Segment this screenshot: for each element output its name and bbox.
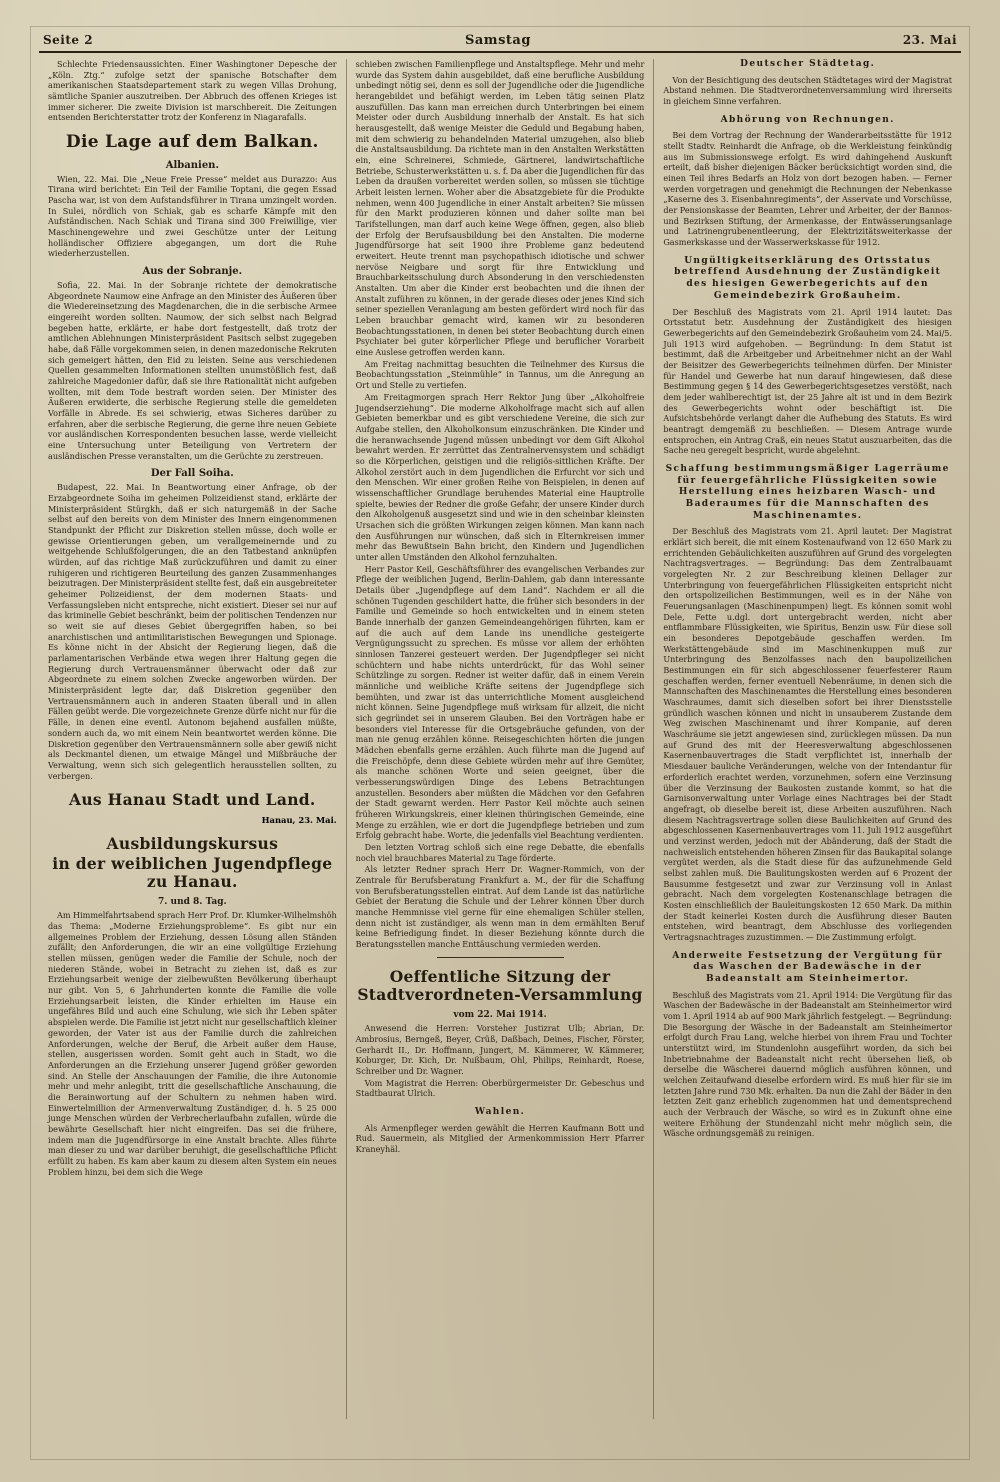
subhead-albanien: Albanien.	[165, 159, 219, 171]
divider-rule	[437, 957, 564, 958]
subhead-fall-soiha: Der Fall Soiha.	[150, 468, 234, 480]
article-rechnungen-body: Bei dem Vortrag der Rechnung der Wanderarbeitsstätte für 1912 stellt Stadtv. Reinhardt die Anfrage, ob die Werkleistung feinkündig aus im Submissionswege erfolgt. Es wird dahingehend Auskunft erteilt, daß bisher diejenigen Bäcker berücksichtigt worden sind, die einen Teil ihres Bedarfs an Holz von dort bezogen haben. — Ferner werden vorgetragen und genehmigt die Rechnungen der Nebenkasse „Kaserne des 3. Eisenbahnregiments“, der Asservate und Vorschüsse, der Pensionskasse der Beamten, Lehrer und Arbeiter, der der Bannos- und Bezirksen Stiftung, der Armenkasse, der Entwässerungsanlage und Latrinengrubenentleerung, der Elektrizitätsweiterkasse der Gasmerkskasse und der Wasserwerkskasse für 1912.	[663, 130, 953, 248]
subhead-staedtetag: Deutscher Städtetag.	[740, 59, 876, 69]
article-badewaesche-body: Beschluß des Magistrats vom 21. April 1914: Die Vergütung für das Waschen der Badewäsche in der Badeanstalt am Steinheimertor wird vom 1. April 1914 ab auf 900 Mark jährlich festgelegt. — Begründung: Die Besorgung der Wäsche in der Badeanstalt am Steinheimertor erfolgt durch Frau Lang, welche hierbei von ihrem Frau und Tochter unterstützt wird, im Stundenlohn ausgeführt worden, da sich bei Inbetriebnahme der Badeanstalt nicht recht übersehen ließ, ob derselbe die Wäscherei dauernd möglich ausführen können, und welchen Zeitaufwand dieselbe erfordern wird. Es muß hier für sie im letzten Jahre rund 730 Mk. erhalten. Da nun die Zahl der Bäder in den letzten Zeit ganz erheblich zugenommen hat und dementsprechend auch der Verbrauch der Wäsche, so wird es in Zukunft ohne eine weitere Erhöhung der Stundenzahl nicht mehr möglich sein, die Wäsche ordnungsgemäß zu reinigen.	[663, 989, 953, 1139]
column-1	[39, 59, 346, 1419]
subhead-sitzungsdatum: vom 22. Mai 1914.	[453, 1010, 547, 1021]
article-lead: Schlechte Friedensaussichten. Einer Washingtoner Depesche der „Köln. Ztg.“ zufolge setzt der spanische Botschafter dem amerikanischen Staatsdepartement stark zu wegen Villas Drohung, sämtliche Spanier auszutreiben. Der Abbruch des offenen Krieges ist immer sicherer. Die zweite Division ist marschbereit. Die Zeitungen entsenden Berichterstatter trotz der Konferenz in Niagarafalls.	[48, 59, 337, 123]
article-sobranje-body: Sofia, 22. Mai. In der Sobranje richtete der demokratische Abgeordnete Naumow eine Anfrage an den Minister des Äußeren über die Wiedereinsetzung des Magdenarchen, die in die serbische Armee eingereiht worden sollten. Naumow, der sich selbst nach Belgrad begeben hatte, erklärte, er habe dort festgestellt, daß trotz der amtlichen Ablehnungen Ministerpräsident Pasitsch selbst zugegeben habe, daß Fälle vorgekommen seien, in denen mazedonische Rekruten sich gemeigert hätten, den Eid zu leisten. Seine aus verschiedenen Quellen gesammelten Informationen stellten unumstößlich fest, daß zahlreiche Magedonier dafür, daß sie ihre Rationalität nicht aufgeben wollten, mit dem Tode bestraft worden seien. Der Minister des Äußeren erwiderte, die serbische Regierung stelle die gemeldeten Vorfälle in Abrede. Es sei schwierig, etwas Sicheres darüber zu erfahren, aber die serbische Regierung, die gerne ihre neuen Gebiete vor ausländischen Korrespondenten besuchen lasse, werde vielleicht eine Untersuchung unter Beteiligung von Vertretern der ausländischen Presse veranstalten, um die Gerüchte zu zerstreuen.	[48, 279, 337, 461]
masthead-weekday: Samstag	[465, 33, 531, 48]
article-ortsstatus-body: Der Beschluß des Magistrats vom 21. April 1914 lautet: Das Ortsstatut betr. Ausdehnung der Zuständigkeit des hiesigen Gewerbegerichts auf den Gemeindebezirk Großauheim vom 24. Mai/5. Juli 1913 wird aufgehoben. — Begründung: In dem Statut ist bestimmt, daß die Arbeitgeber und Arbeitnehmer nicht an der Wahl der Beisitzer des Gewerbegerichts teilnehmen dürfen. Der Minister für Handel und Gewerbe hat nun darauf hingewiesen, daß diese Bestimmung gegen § 14 des Gewerbegerichtsgesetzes verstößt, nach dem jeder wahlberechtigt ist, der 25 Jahre alt ist und in dem Bezirk des Gewerbegerichts wohnt oder beschäftigt ist. Die Aufsichtsbehörde verlangt daher die Aufhebung des Statuts. Es wird beantragt demgemäß zu beschließen. — Diesem Antrage wurde entsprochen, ein Antrag Craß, ein neues Statut auszuarbeiten, das die Sache neu geregelt bespricht, wurde abgelehnt.	[663, 306, 953, 456]
article-kursus-continued: schieben zwischen Familienpflege und Anstaltspflege. Mehr und mehr wurde das System dahin ausgebildet, daß eine berufliche Ausbildung unbedingt nötig sei, denn es soll der Jugendliche oder die Jugendliche herangebildet und befähigt werden, im Leben tätig seinen Platz auszufüllen. Das kann man erreichen durch Unterbringen bei einem Meister oder durch Ausbildung innerhalb der Anstalt. Es hat sich herausgestellt, daß wenige Meister die Geduld und Begabung haben, mit dem schwierig zu behandelnden Material umzugehen, also blieb die Anstaltsausbildung. Da richtete man in den Anstalten Werkstätten ein, eine Schreinerei, Schmiede, Gärtnerei, landwirtschaftliche Betriebe, Schusterwerkstätten u. s. f. Da aber die Jugendlichen für das Leben da draußen vorbereitet werden sollen, so müssen sie tüchtige Arbeit leisten lernen. Woher aber die Absatzgebiete für die Produkte nehmen, wenn 400 Jugendliche in einer Anstalt arbeiten? Sie müssen für den Markt produzieren können und daher sollte man bei Tarifstellungen, man darf auch keine Wege öffnen, gegen, also blieb der Erfolg der Berufsausbildung bei den Anstalten. Die moderne Jugendfürsorge hat seit 1900 ihre Probleme ganz bedeutend erweitert. Heute trennt man psychopathisch idiotische und schwer nervöse Neigbare und sorgt für ihre Entwicklung und Brauchbarkeitsschulung durch Absonderung in den verschiedensten Anstalten. Um aber die Kinder erst beobachten und die ihnen der Anstalt zuführen zu können, in der gerade dieses oder jenes Kind sich seiner speziellen Veranlagung am besten gefördert wird noch für das Leben brauchbar gemacht wird, kamen wir zu besonderen Beobachtungsstationen, in denen bei steter Beobachtung durch einen Psychiater bei guter körperlicher Pflege und beruflicher Vorarbeit eine Auslese getroffen werden kann.	[355, 59, 645, 358]
subhead-badewaesche: Anderweite Festsetzung der Vergütung für das Waschen der Badewäsche in der Badeanstalt am Steinheimertor.	[672, 950, 944, 984]
attendees-magistrat: Vom Magistrat die Herren: Oberbürgermeister Dr. Gebeschus und Stadtbaurat Ulrich.	[355, 1077, 645, 1099]
article-staedtetag-body: Von der Besichtigung des deutschen Städtetages wird der Magistrat Abstand nehmen. Die Stadtverordnetenversammlung wird ihrerseits in gleichem Sinne verfahren.	[663, 74, 953, 107]
article-debatte: Den letzten Vortrag schloß sich eine rege Debatte, die ebenfalls noch viel brauchbares Material zu Tage förderte.	[355, 842, 645, 863]
column-3	[653, 59, 961, 1419]
masthead-date: 23. Mai	[902, 33, 957, 47]
article-steinmuehle: Am Freitag nachmittag besuchten die Teilnehmer des Kursus die Beobachtungsstation „Steinmühle“ in Tannus, um die Anregung an Ort und Stelle zu vertiefen.	[355, 358, 645, 391]
page-frame	[30, 26, 970, 1460]
subhead-lagerraeume: Schaffung bestimmungsmäßiger Lagerräume für feuergefährliche Flüssigkeiten sowie Herstellung eines heizbaren Wasch- und Baderaumes für die Mannschaften des Maschinenamtes.	[665, 463, 950, 521]
subhead-wahlen: Wahlen.	[474, 1107, 526, 1118]
column-container	[39, 59, 961, 1419]
article-pastor-keil: Herr Pastor Keil, Geschäftsführer des evangelischen Verbandes zur Pflege der weiblichen Jugend, Berlin-Dahlem, gab dann interessante Details über „Jugendpflege auf dem Land“. Nachdem er all die schönen Tugenden geschildert hatte, die früher sich besonders in der Familie und Gemeinde so hoch entwickelten und in einem steten Bande innerhalb der ganzen Gemeindeangehörigen führten, kam er auf die auch auf dem Lande ins unendliche gesteigerte Vergnügungssucht zu sprechen. Es müsse vor allem der erhöhten sinnlosen Tanzerei gesteuert werden. Der Jugendpfleger sei nicht schüchtern und habe nichts unterdrückt, für das Wohl seiner Schützlinge zu sorgen. Redner ist weiter dafür, daß in einem Verein männliche und weibliche Kräfte seitens der Jugendpflege sich bemühten, und zwar ist das unterrichtliche Moment ausgleichend nicht können. Seine Jugendpflege muß wirksam für allzeit, die nicht sich gegründet sei in unserem Glauben. Bei den Vorträgen habe er besonders viel Interesse für die Ortsgebräuche gefunden, von der man nie genug erzählen könne. Reisegeschichten hörten die jungen Mädchen ebenfalls gerne erzählen. Auch führte man die Jugend auf die Freischöpfe, denn diese Gebiete würden mehr auf ihre Gemüter, als manche schönen Worte und seien geeignet, über die verbesserungswürdigen Dinge des Lebens Betrachtungen anzustellen. Besonders aber müßten die Mädchen vor den Gefahren der Stadt gewarnt werden. Herr Pastor Keil möchte auch seinen früheren Wirkungskreis, einer kleinen thüringischen Gemeinde, eine Menge zu erzählen, wie er dort die Jugendpflege betrieben und zum Erfolg gebracht habe. Worte, die jedenfalls viel Beachtung verdienten.	[355, 563, 645, 841]
article-soiha-body: Budapest, 22. Mai. In Beantwortung einer Anfrage, ob der Erzabgeordnete Soiha im geheimen Polizeidienst stand, erklärte der Ministerpräsident Stürgkh, daß er sich naturgemäß in der Sache selbst auf den bereits von dem Minister des Innern eingenommenen Standpunkt der Pflicht zur Diskretion stellen müsse, doch wolle er gewisse Orientierungen geben, um verallgemeinernde und zu weitgehende Schlußfolgerungen, die an den Tatbestand anknüpfen würden, auf das richtige Maß zurückzuführen und damit zu einer ruhigeren und richtigeren Beurteilung des ganzen Zusammenhanges beizutragen. Der Ministerpräsident stellte fest, daß ein ausgebreiteter geheimer Polizeidienst, der dem modernen Staats- und Verfassungsleben nicht entspreche, nicht existiert. Dieser sei nur auf das kriminelle Gebiet beschränkt, beim der politischen Tendenzen nur so weit sie auf dieses Gebiet übergegriffen haben, so bei anarchistischen und antimilitaristischen Bewegungen und Spionage. Es könne nicht in der Absicht der Regierung liegen, daß die parlamentarischen Verbände etwa wegen ihrer Haltung gegen die Regierung durch Vertrauensmänner überwacht oder daß zur Abgeordnete zu einem solchen Zwecke angeworben würden. Der Ministerpräsident legte dar, daß Diskretion gegenüber den Vertrauensmännern auch in anderen Staaten überall und in allen Fällen geübt werde. Die vorgezeichnete Grenze dürfe nicht nur für die Fälle, in denen eine eventl. Autonom bejahend ausfallen müßte, sondern auch da, wo mit einem Nein beantwortet werden könne. Die Diskretion gegenüber den Vertrauensmännern solle aber gewiß nicht als Deckmantel dienen, um etwaige Mängel und Mißbräuche der Verwaltung, wenn sich sich gelegentlich herausstellen sollten, zu verbergen.	[48, 482, 337, 781]
headline-ausbildungskursus-line2: in der weiblichen Jugendpflege zu Hanau.	[52, 853, 333, 891]
attendees-stadtverordnete: Anwesend die Herren: Vorsteher Justizrat Ulb; Abrian, Dr. Ambrosius, Berngeß, Beyer, Crüß, Daßbach, Deines, Fischer, Förster, Gerhardt II., Dr. Hoffmann, Jungert, M. Kämmerer, W. Kämmerer, Koburger, Dr. Kich, Dr. Nußbaum, Ohl, Philips, Reinhardt, Roese, Schreiber und Dr. Wagner.	[355, 1023, 645, 1077]
headline-balkan: Die Lage auf dem Balkan.	[65, 132, 319, 153]
masthead-page-number: Seite 2	[43, 33, 94, 47]
headline-ausbildungskursus-line1: Ausbildungskursus	[106, 834, 279, 853]
article-berufsberatung: Als letzter Redner sprach Herr Dr. Wagner-Rommich, von der Zentrale für Berufsberatung Frankfurt a. M., der für die Schaffung von Berufsberatungsstellen eintrat. Auf dem Lande ist das natürliche Gebiet der Beratung die Schule und der Lehrer können Über durch manche Hemmnisse viel gerne für eine ehemaligen Schüler stellen, denn nicht ist zuständiger, als wenn man in dem ermählten Beruf keine Befriedigung findet. In dieser Beziehung könnte durch die Beratungsstellen manche Enttäuschung vermieden werden.	[355, 864, 645, 950]
subhead-tage: 7. und 8. Tag.	[158, 897, 227, 908]
article-lagerraeume-body: Der Beschluß des Magistrats vom 21. April lautet: Der Magistrat erklärt sich bereit, die mit einem Kostenaufwand von 12 650 Mark zu errichtenden Gebäulichkeiten auszuführen auf Grund des vorgelegten Nachtragsvertrages. — Begründung: Das dem Zentralbauamt vorgelegten Nr. 2 zur Beschreibung kleinen Dellager zur Unterbringung von feuergefährlichen Flüssigkeiten entspricht nicht den ortspolizeilichen Bestimmungen, weil es in der Nähe von Feuerungsanlagen (Maschinenpumpen) liegt. Es können somit wohl Dele, Fette u.dgl. dort untergebracht werden, nicht aber entflammbare Flüssigkeiten, wie Spiritus, Benzin usw. Für diese soll ein besonderes Depotgebäude geschaffen werden. Im Werkstättengebäude sind im Maschinenkuppen muß zur Unterbringung des Benzolfasses nach den baupolizeilichen Bestimmungen ein für sich abgeschlossener feuerfesterer Raum geschaffen werden, ferner eventuell Nebenräume, in denen sich die Mannschaften des Maschinenamtes die Herstellung eines besonderen Waschraumes, damit sich dieselben sofort bei ihrer Dienstsstelle gründlich waschen können und nicht in unsauberem Zustande dem Weg zwischen Maschinenamt und ihrer Kompanie, auf deren Waschräume sie jetzt angewiesen sind, zurücklegen müssen. Da nun auf Grund des mit der Heeresverwaltung abgeschlossenen Kasernenbauvertrages die Stadt verpflichtet ist, innerhalb der Miesdauer bauliche Veränderungen, welche von der Intendantur für erforderlich erachtet werden, vorzunehmen, sofern eine Verzinsung über die Verzinsung der Baukosten zustande kommt, so hat die Garnisonverwaltung unter Vorlage eines Nachtrages bei der Stadt angefragt, ob dieselbe bereit ist, diese Arbeiten auszuführen. Nach diesem Nachtragsvertrage sollen diese Baulichkeiten auf Grund des abgeschlossenen Kasernenbauvertrages vom 11. Juli 1912 ausgeführt und verzinst werden, jedoch mit der Abänderung, daß der Stadt die nachweislich entstehenden höheren Zinsen für das Baukapital solange vergütet werden, als die Stadt diese für das aufzunehmende Geld selbst zahlen muß. Die Baulitungskosten werden auf 6 Prozent der Bausumme festgesetzt und zwar zur Verzinsung voll in Anlast gebracht. Nach dem vorgelegten Kostenanschlage betragen die Kosten einschließlich der Bauleitungskosten 12 650 Mark. Da mithin der Stadt keinerlei Kosten durch die Ausführung dieser Bauten entstehen, wird beantragt, dem Abschlusse des vorliegenden Vertragsnachtrages zuzustimmen. — Die Zustimmung erfolgt.	[663, 526, 953, 942]
headline-hanau: Aus Hanau Stadt und Land.	[69, 790, 316, 810]
article-alkoholfrei: Am Freitagmorgen sprach Herr Rektor Jung über „Alkoholfreie Jugendserziehung“. Die moderne Alkoholfrage macht sich auf allen Gebieten bemerkbar und es gibt verschiedene Vereine, die sich zur Aufgabe stellen, den Alkoholkonsum einzuschränken. Die Kinder und die heranwachsende Jugend müssen unbedingt vor dem Gift Alkohol bewahrt werden. Er zerrüttet das Zentralnervensystem und schädigt so die Körperlichen, geistigen und die religiös-sittlichen Kräfte. Der Alkohol zerstört auch in dem Jugendlichen die Erfurcht vor sich und den Menschen. Wir einer großen Reihe von Beispielen, in denen auf wissenschaftlicher Grundlage beruhendes Material eine Hauptrolle spielte, bewies der Redner die große Gefahr, der unsere Kinder durch den Alkoholgenuß ausgesetzt sind und wie in den scheinbar kleinsten Ursachen sich die größten Wirkungen zeigen können. Man kann nach den Ausführungen nur wünschen, daß sich in Elternkreisen immer mehr das Bewußtsein Bahn bricht, den Kindern und Jugendlichen unter allen Umständen den Alkohol fernzuhalten.	[355, 391, 645, 562]
article-kursus-body: Am Himmelfahrtsabend sprach Herr Prof. Dr. Klumker-Wilhelmshöh das Thema: „Moderne Erziehungsprobleme“. Es gibt nur ein allgemeines Problem der Erziehung, dessen Lösung allen Ständen zufällt; den Anforderungen, die wir an eine vollgültige Erziehung stellen müssen, genügen weder die Familie der Schule, noch der niederen Stände, wobei in Betracht zu ziehen ist, daß es zur Erziehungsarbeit wenige der zielbewußten Bevölkerung überhaupt nur gibt. Von 5, 6 Jahrhunderten konnte die Familie die volle Erziehungsarbeit leisten, die Kinder erhielten im Hause ein ungefähres Bild und auch eine Schulung, wie sich ihr Leben später abspielen werde. Die Familie ist jetzt nicht nur gesellschaftlich kleiner geworden, der Vater ist aus der Familie durch die zahlreichen Anforderungen, welche der Beruf, die Arbeit außer dem Hause, stellen, ausgerissen worden. Somit geht auch in Stadt, wo die Anforderungen an die Erziehung unserer Jugend größer geworden sind. An Stelle der Anschauungen der Familie, die ihre Autonomie mehr und mehr anlegibt, tritt die gesellschaftliche Anschauung, die die Berainwortung auf der Schultern zu nehmen haben wird. Einwertelmillion der Armenverwaltung Zuständiger, d. h. 5 25 000 junge Menschen würden der Verbrecherlaufbahn zufallen, würde die bewährte Gesellschaft hier nicht eingreifen. Das sei die frühere, indem man die Jugendfürsorge in eine Anstalt brachte. Alles führte man dieser zu und war darüber beruhigt, die gesellschaftliche Pflicht erfüllt zu haben. Es kam aber kaum zu diesem alten System ein neues Problem hinzu, bei dem sich die Wege	[48, 910, 337, 1177]
article-wahlen-body: Als Armenpfleger werden gewählt die Herren Kaufmann Bott und Rud. Sauermein, als Mitglied der Armenkommission Herr Pfarrer Kraneyhäl.	[355, 1122, 645, 1155]
column-2	[346, 59, 654, 1419]
masthead	[39, 33, 961, 53]
subhead-ortsstatus: Ungültigkeitserklärung des Ortsstatus betreffend Ausdehnung der Zuständigkeit des hiesigen Gewerbegerichts auf den Gemeindebezirk Großauheim.	[674, 255, 942, 301]
subhead-rechnungen: Abhörung von Rechnungen.	[720, 114, 895, 125]
dateline-hanau: Hanau, 23. Mai.	[261, 815, 337, 825]
article-albanien-body: Wien, 22. Mai. Die „Neue Freie Presse“ meldet aus Durazzo: Aus Tirana wird berichtet: Ein Teil der Familie Toptani, die gegen Essad Pascha war, ist von dem Aufstandsführer in Tirana umzingelt worden. In Sulei, nördlich von Schiak, gab es scharfe Kämpfe mit den Aufständischen. Nach Schiak und Tirana sind 300 Freiwillige, vier Maschinengewehre und zwei Geschütze unter der Leitung holländischer Offiziere abgegangen, um dort die Ruhe wiederherzustellen.	[48, 173, 337, 259]
headline-stadtverordneten: Oeffentliche Sitzung der Stadtverordneten-Versammlung	[357, 966, 643, 1004]
subhead-sobranje: Aus der Sobranje.	[142, 265, 243, 277]
